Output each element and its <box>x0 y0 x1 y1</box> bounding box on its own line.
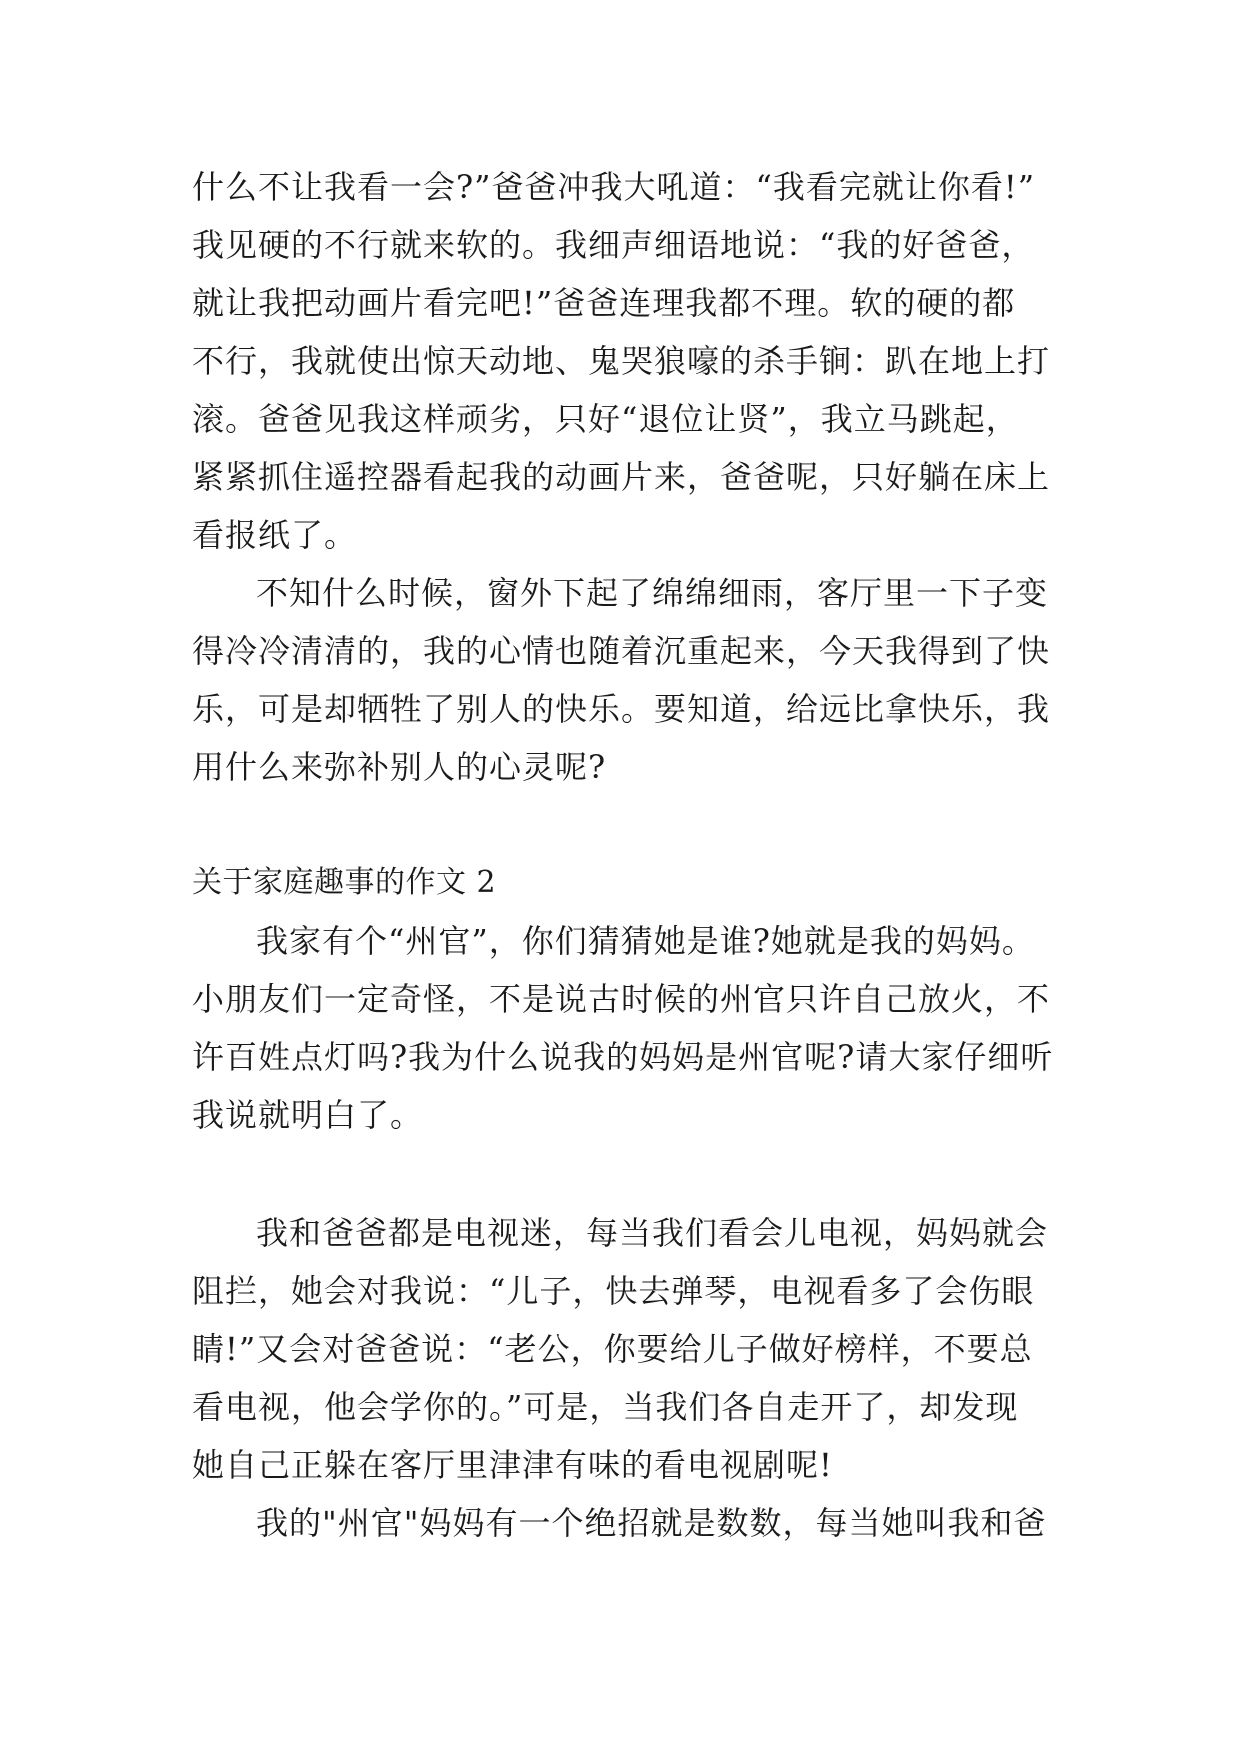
paragraph-line: 什么不让我看一会?”爸爸冲我大吼道：“我看完就让你看!” <box>192 168 1036 206</box>
paragraph-line: 看电视，他会学你的。”可是，当我们各自走开了，却发现 <box>192 1388 1019 1426</box>
paragraph-line: 不行，我就使出惊天动地、鬼哭狼嚎的杀手锏：趴在地上打 <box>192 342 1051 380</box>
paragraph-line: 小朋友们一定奇怪，不是说古时候的州官只许自己放火，不 <box>192 980 1051 1018</box>
paragraph-line: 她自己正躲在客厅里津津有味的看电视剧呢! <box>192 1446 833 1484</box>
paragraph-line: 我见硬的不行就来软的。我细声细语地说：“我的好爸爸， <box>192 226 1035 264</box>
paragraph-line: 许百姓点灯吗?我为什么说我的妈妈是州官呢?请大家仔细听 <box>192 1038 1054 1076</box>
paragraph-line: 睛!”又会对爸爸说：“老公，你要给儿子做好榜样，不要总 <box>192 1330 1033 1368</box>
paragraph-line: 不知什么时候，窗外下起了绵绵细雨，客厅里一下子变 <box>256 574 1049 612</box>
paragraph-line: 用什么来弥补别人的心灵呢? <box>192 748 607 786</box>
paragraph-line: 我家有个“州官”，你们猜猜她是谁?她就是我的妈妈。 <box>256 922 1035 960</box>
paragraph-line: 我和爸爸都是电视迷，每当我们看会儿电视，妈妈就会 <box>256 1214 1049 1252</box>
paragraph-line: 得冷冷清清的，我的心情也随着沉重起来，今天我得到了快 <box>192 632 1051 670</box>
paragraph-line: 阻拦，她会对我说：“儿子，快去弹琴，电视看多了会伤眼 <box>192 1272 1035 1310</box>
paragraph-line: 看报纸了。 <box>192 516 358 554</box>
paragraph-line: 就让我把动画片看完吧!”爸爸连理我都不理。软的硬的都 <box>192 284 1016 322</box>
paragraph-line: 我的"州官"妈妈有一个绝招就是数数，每当她叫我和爸 <box>256 1504 1047 1542</box>
paragraph-line: 乐，可是却牺牲了别人的快乐。要知道，给远比拿快乐，我 <box>192 690 1051 728</box>
paragraph-line: 紧紧抓住遥控器看起我的动画片来，爸爸呢，只好躺在床上 <box>192 458 1051 496</box>
section-title: 关于家庭趣事的作文 2 <box>192 865 497 900</box>
paragraph-line: 我说就明白了。 <box>192 1096 424 1134</box>
paragraph-line: 滚。爸爸见我这样顽劣，只好“退位让贤”，我立马跳起， <box>192 400 1019 438</box>
